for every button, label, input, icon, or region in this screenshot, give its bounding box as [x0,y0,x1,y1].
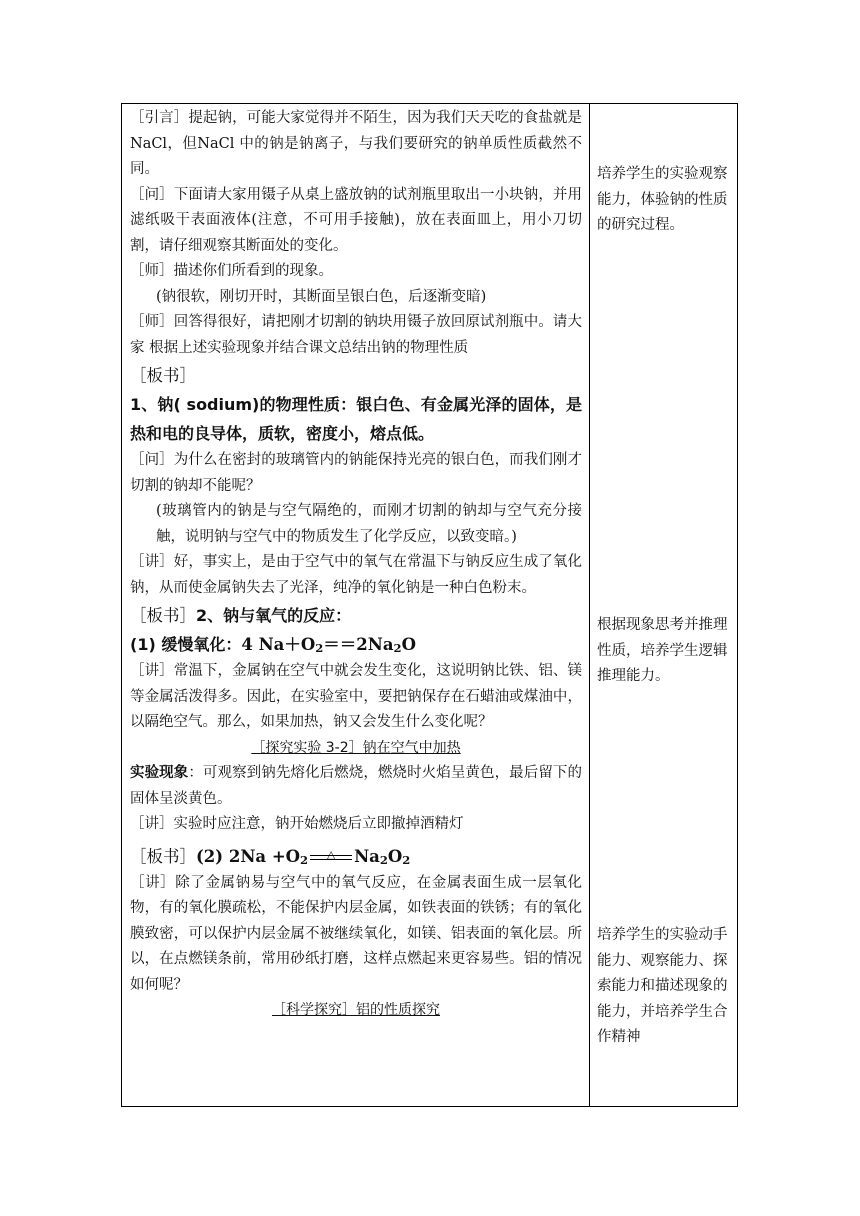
side-note-1: 培养学生的实验观察能力，体验钠的性质的研究过程。 [597,166,728,233]
physical-properties: 1、钠( sodium)的物理性质：银白色、有金属光泽的固体，是热和电的良导体，质软，密度小，熔点低。 [130,395,582,443]
board-reaction-heading: ［板书］2、钠与氧气的反应： [130,606,352,625]
lecture-paragraph: ［讲］好，事实上，是由于空气中的氧气在常温下与钠反应生成了氧化钠，从而使金属钠失去了光泽，纯净的氧化钠是一种白色粉末。 [130,554,582,596]
side-note-3: 培养学生的实验动手能力、观察能力、探索能力和描述现象的能力，并培养学生合作精神 [597,927,728,1045]
student-answer: (钠很软，刚切开时，其断面呈银白色，后逐渐变暗) [156,288,487,305]
slow-oxidation-equation: (1) 缓慢氧化：4 $Na+O_2==2Na_2O$ [130,635,416,655]
lesson-plan-table [121,103,738,1107]
intro-paragraph: ［引言］提起钠，可能大家觉得并不陌生，因为我们天天吃的食盐就是NaCl，但NaCl 中的钠是钠离子，与我们要研究的钠单质性质截然不同。 [130,110,583,177]
lecture-paragraph-2: ［讲］常温下，金属钠在空气中就会发生变化，这说明钠比铁、铝、镁等金属活泼得多。因此，在实验室中，要把钠保存在石蜡油或煤油中，以隔绝空气。那么，如果加热，钠又会发生什么变化呢？ [130,663,582,730]
lecture-paragraph-4: ［讲］除了金属钠易与空气中的氧气反应，在金属表面生成一层氧化物，有的氧化膜疏松，不能保护内层金属，如铁表面的铁锈；有的氧化膜致密，可以保护内层金属不被继续氧化，如镁、铝表面的氧化层。所以，在点燃镁条前，常用砂纸打磨，这样点燃起来更容易些。铝的情况如何呢？ [130,874,583,993]
side-note-2: 根据现象思考并推理性质，培养学生逻辑推理能力。 [597,617,728,684]
experiment-title: ［探究实验 3-2］钠在空气中加热 [251,739,461,756]
teacher-paragraph-2: ［师］回答得很好，请把刚才切割的钠块用镊子放回原试剂瓶中。请大家 根据上述实验现象并结合课文总结出钠的物理性质 [130,314,582,356]
science-inquiry-title: ［科学探究］铝的性质探究 [272,1002,440,1018]
lecture-paragraph-3: ［讲］实验时应注意，钠开始燃烧后立即撤掉酒精灯 [130,816,464,832]
teacher-paragraph: ［师］描述你们所看到的现象。 [130,263,333,279]
experiment-observation: 实验现象：可观察到钠先熔化后燃烧，燃烧时火焰呈黄色，最后留下的固体呈淡黄色。 [130,765,583,807]
heating-condition-sign: △ [310,848,352,866]
teaching-content-column [130,106,582,1024]
column-divider [589,104,590,1106]
question-paragraph: ［问］下面请大家用镊子从桌上盛放钠的试剂瓶里取出一小块钠，并用滤纸吸干表面液体(注意，不可用手接触)，放在表面皿上，用小刀切割，请仔细观察其断面处的变化。 [130,186,582,254]
board-heading: ［板书］ [130,366,196,385]
question-paragraph-2: ［问］为什么在密封的玻璃管内的钠能保持光亮的银白色，而我们刚才切割的钠却不能呢？ [130,452,582,494]
student-answer-2: (玻璃管内的钠是与空气隔绝的，而刚才切割的钠却与空气充分接触，说明钠与空气中的物质发生了化学反应，以致变暗。) [156,503,582,545]
heating-equation: ［板书］(2) $2Na +O_2$ △ $Na_2O_2$ [130,846,411,867]
